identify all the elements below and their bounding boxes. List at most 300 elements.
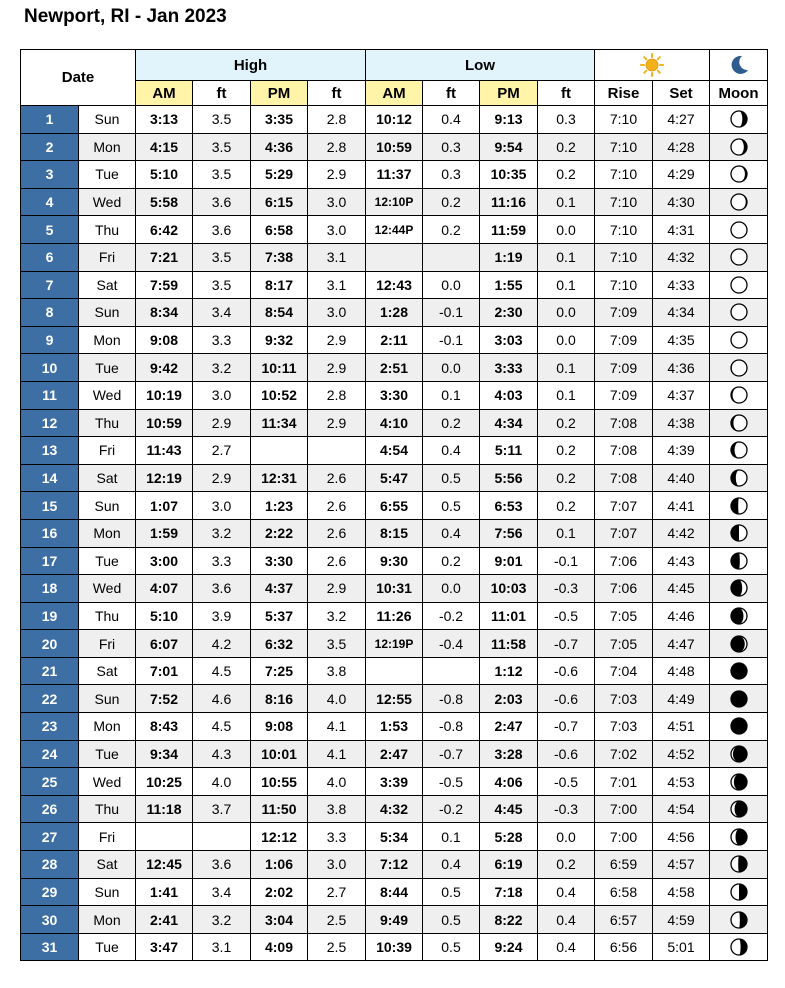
low-pm-time: 8:22 (480, 906, 538, 934)
high-am-height: 4.5 (193, 713, 251, 741)
day-number: 7 (21, 271, 79, 299)
weekday: Sun (79, 878, 136, 906)
high-am-time: 6:07 (136, 630, 193, 658)
high-am-time: 5:10 (136, 602, 193, 630)
low-pm-height: 0.2 (538, 161, 595, 189)
day-number: 11 (21, 381, 79, 409)
low-am-height: 0.5 (423, 492, 480, 520)
high-pm-time: 2:02 (251, 878, 308, 906)
low-pm-time: 6:19 (480, 851, 538, 879)
sunset-time: 4:41 (653, 492, 710, 520)
low-header: Low (366, 50, 595, 81)
moon-phase-icon (729, 578, 749, 598)
high-am-height: 3.3 (193, 326, 251, 354)
moon-phase-icon (729, 137, 749, 157)
low-pm-time: 11:01 (480, 602, 538, 630)
high-am-height: 3.6 (193, 575, 251, 603)
table-row (21, 409, 768, 437)
sunset-time: 5:01 (653, 933, 710, 961)
low-am-height: 0.5 (423, 878, 480, 906)
day-number: 8 (21, 299, 79, 327)
high-am-time: 1:59 (136, 519, 193, 547)
high-am-time: 3:13 (136, 106, 193, 134)
sun-icon (639, 52, 665, 78)
moon-phase-icon (729, 330, 749, 350)
high-pm-height: 3.8 (308, 795, 366, 823)
high-am-height: 3.0 (193, 381, 251, 409)
day-number: 22 (21, 685, 79, 713)
weekday: Fri (79, 437, 136, 465)
high-am-time: 1:41 (136, 878, 193, 906)
high-am-height: 3.5 (193, 106, 251, 134)
high-am-height: 2.9 (193, 464, 251, 492)
weekday: Sun (79, 492, 136, 520)
high-am-height: 3.5 (193, 133, 251, 161)
sunset-time: 4:40 (653, 464, 710, 492)
high-am-height: 4.5 (193, 657, 251, 685)
high-pm-time: 10:01 (251, 740, 308, 768)
sunrise-time: 7:04 (595, 657, 653, 685)
moon-phase-icon (729, 413, 749, 433)
high-am-height: 4.0 (193, 768, 251, 796)
high-pm-ft-header: ft (308, 81, 366, 106)
weekday: Thu (79, 602, 136, 630)
sunset-time: 4:43 (653, 547, 710, 575)
low-pm-height: 0.0 (538, 299, 595, 327)
low-am-time: 8:15 (366, 519, 423, 547)
sunset-time: 4:53 (653, 768, 710, 796)
high-pm-height: 2.9 (308, 575, 366, 603)
high-pm-height: 3.0 (308, 216, 366, 244)
sunset-time: 4:37 (653, 381, 710, 409)
low-am-time: 12:43 (366, 271, 423, 299)
moon-phase (710, 713, 768, 741)
weekday: Fri (79, 823, 136, 851)
low-am-time: 2:47 (366, 740, 423, 768)
low-am-height: -0.2 (423, 602, 480, 630)
low-am-height (423, 243, 480, 271)
high-pm-height: 2.8 (308, 106, 366, 134)
high-pm-time: 6:32 (251, 630, 308, 658)
weekday: Wed (79, 188, 136, 216)
high-pm-height: 3.2 (308, 602, 366, 630)
sunrise-time: 7:09 (595, 326, 653, 354)
sunrise-time: 7:05 (595, 630, 653, 658)
day-number: 17 (21, 547, 79, 575)
high-pm-time: 5:37 (251, 602, 308, 630)
low-pm-time: 6:53 (480, 492, 538, 520)
sunrise-time: 7:00 (595, 795, 653, 823)
sunrise-time: 7:01 (595, 768, 653, 796)
high-pm-height: 2.6 (308, 519, 366, 547)
low-pm-time: 7:56 (480, 519, 538, 547)
high-am-time: 8:43 (136, 713, 193, 741)
low-pm-height: -0.3 (538, 795, 595, 823)
low-am-time (366, 243, 423, 271)
low-am-height: 0.2 (423, 188, 480, 216)
day-number: 12 (21, 409, 79, 437)
sunrise-time: 7:08 (595, 437, 653, 465)
weekday: Thu (79, 216, 136, 244)
sunrise-time: 7:07 (595, 492, 653, 520)
moon-phase (710, 464, 768, 492)
high-am-time: 7:52 (136, 685, 193, 713)
sunrise-time: 7:05 (595, 602, 653, 630)
high-am-header: AM (136, 81, 193, 106)
sunset-time: 4:35 (653, 326, 710, 354)
moon-phase (710, 878, 768, 906)
day-number: 30 (21, 906, 79, 934)
weekday: Mon (79, 133, 136, 161)
moon-phase (710, 575, 768, 603)
low-am-height: 0.3 (423, 133, 480, 161)
low-am-time: 4:54 (366, 437, 423, 465)
high-am-height: 2.7 (193, 437, 251, 465)
low-pm-height: 0.4 (538, 906, 595, 934)
moon-phase (710, 519, 768, 547)
sunset-time: 4:45 (653, 575, 710, 603)
low-am-height: 0.1 (423, 823, 480, 851)
low-am-time: 2:11 (366, 326, 423, 354)
weekday: Thu (79, 409, 136, 437)
high-pm-height: 2.9 (308, 409, 366, 437)
high-am-time: 6:42 (136, 216, 193, 244)
high-pm-height: 2.5 (308, 906, 366, 934)
table-row (21, 216, 768, 244)
low-am-height: 0.5 (423, 933, 480, 961)
low-am-time: 5:34 (366, 823, 423, 851)
sunrise-time: 7:08 (595, 464, 653, 492)
low-pm-height: 0.4 (538, 933, 595, 961)
low-am-time: 6:55 (366, 492, 423, 520)
high-pm-height: 2.8 (308, 133, 366, 161)
high-am-height: 3.5 (193, 271, 251, 299)
weekday: Thu (79, 795, 136, 823)
moon-phase (710, 823, 768, 851)
low-pm-height: 0.0 (538, 216, 595, 244)
high-pm-height (308, 437, 366, 465)
low-pm-height: -0.6 (538, 685, 595, 713)
sunset-time: 4:56 (653, 823, 710, 851)
sunset-time: 4:33 (653, 271, 710, 299)
day-number: 2 (21, 133, 79, 161)
date-header: Date (21, 50, 136, 106)
high-header: High (136, 50, 366, 81)
day-number: 13 (21, 437, 79, 465)
low-pm-time: 1:55 (480, 271, 538, 299)
high-am-ft-header: ft (193, 81, 251, 106)
sunrise-time: 7:03 (595, 713, 653, 741)
high-pm-time: 5:29 (251, 161, 308, 189)
day-number: 29 (21, 878, 79, 906)
low-am-height: 0.5 (423, 464, 480, 492)
table-row (21, 354, 768, 382)
weekday: Mon (79, 326, 136, 354)
high-pm-time: 1:06 (251, 851, 308, 879)
low-pm-height: -0.7 (538, 713, 595, 741)
moon-phase-icon (729, 358, 749, 378)
moon-header (710, 50, 768, 81)
moon-phase (710, 768, 768, 796)
sunrise-time: 7:00 (595, 823, 653, 851)
moon-phase (710, 106, 768, 134)
table-row (21, 243, 768, 271)
high-am-time: 9:34 (136, 740, 193, 768)
moon-phase (710, 547, 768, 575)
sunrise-time: 7:03 (595, 685, 653, 713)
high-am-time: 9:08 (136, 326, 193, 354)
high-am-time: 8:34 (136, 299, 193, 327)
sunrise-time: 7:10 (595, 188, 653, 216)
weekday: Mon (79, 713, 136, 741)
moon-phase (710, 326, 768, 354)
low-pm-height: 0.4 (538, 878, 595, 906)
low-am-time: 3:30 (366, 381, 423, 409)
high-am-height: 3.6 (193, 216, 251, 244)
sunrise-time: 6:56 (595, 933, 653, 961)
sunrise-time: 7:10 (595, 243, 653, 271)
sunrise-time: 7:10 (595, 106, 653, 134)
low-am-time: 11:37 (366, 161, 423, 189)
low-pm-time: 5:56 (480, 464, 538, 492)
low-pm-time: 2:47 (480, 713, 538, 741)
high-pm-time: 1:23 (251, 492, 308, 520)
low-am-height: -0.8 (423, 713, 480, 741)
high-pm-time: 6:15 (251, 188, 308, 216)
high-am-height: 3.1 (193, 933, 251, 961)
table-row (21, 519, 768, 547)
low-pm-height: 0.0 (538, 823, 595, 851)
sunset-time: 4:38 (653, 409, 710, 437)
high-am-height: 3.9 (193, 602, 251, 630)
high-pm-time: 4:09 (251, 933, 308, 961)
low-pm-height: -0.7 (538, 630, 595, 658)
low-am-height: 0.4 (423, 519, 480, 547)
low-am-time: 9:30 (366, 547, 423, 575)
low-am-height: 0.2 (423, 216, 480, 244)
low-am-time: 12:44P (366, 216, 423, 244)
low-am-ft-header: ft (423, 81, 480, 106)
high-pm-time: 10:11 (251, 354, 308, 382)
high-pm-time: 3:04 (251, 906, 308, 934)
low-am-time: 1:53 (366, 713, 423, 741)
low-pm-time: 11:16 (480, 188, 538, 216)
moon-phase (710, 271, 768, 299)
low-pm-height: 0.1 (538, 354, 595, 382)
low-am-time: 8:44 (366, 878, 423, 906)
day-number: 26 (21, 795, 79, 823)
sunset-time: 4:31 (653, 216, 710, 244)
high-am-time: 2:41 (136, 906, 193, 934)
moon-phase-icon (729, 634, 749, 654)
moon-phase (710, 630, 768, 658)
moon-phase (710, 602, 768, 630)
table-row (21, 933, 768, 961)
moon-phase-icon (729, 551, 749, 571)
sunset-time: 4:54 (653, 795, 710, 823)
low-am-height: -0.5 (423, 768, 480, 796)
low-am-height: 0.2 (423, 409, 480, 437)
weekday: Sat (79, 657, 136, 685)
table-row (21, 878, 768, 906)
table-row (21, 326, 768, 354)
high-am-height: 2.9 (193, 409, 251, 437)
low-pm-time: 9:13 (480, 106, 538, 134)
weekday: Wed (79, 381, 136, 409)
high-am-height: 4.6 (193, 685, 251, 713)
low-am-time: 10:59 (366, 133, 423, 161)
low-am-time: 9:49 (366, 906, 423, 934)
high-am-time: 3:00 (136, 547, 193, 575)
low-am-time: 3:39 (366, 768, 423, 796)
sunset-time: 4:48 (653, 657, 710, 685)
moon-phase (710, 795, 768, 823)
high-pm-height: 2.6 (308, 492, 366, 520)
low-pm-height: -0.5 (538, 768, 595, 796)
day-number: 31 (21, 933, 79, 961)
low-am-height (423, 657, 480, 685)
high-am-height: 3.5 (193, 161, 251, 189)
high-pm-time: 2:22 (251, 519, 308, 547)
low-am-height: 0.1 (423, 381, 480, 409)
moon-phase (710, 437, 768, 465)
table-row (21, 795, 768, 823)
high-am-height: 3.2 (193, 519, 251, 547)
moon-phase (710, 299, 768, 327)
low-am-height: 0.4 (423, 851, 480, 879)
high-pm-time: 8:17 (251, 271, 308, 299)
sunrise-time: 7:10 (595, 271, 653, 299)
moon-phase-icon (729, 192, 749, 212)
low-am-height: 0.0 (423, 354, 480, 382)
weekday: Tue (79, 354, 136, 382)
moon-phase-icon (729, 385, 749, 405)
low-pm-height: -0.5 (538, 602, 595, 630)
high-am-time: 12:45 (136, 851, 193, 879)
low-pm-height: 0.1 (538, 519, 595, 547)
low-pm-time: 1:19 (480, 243, 538, 271)
low-pm-time: 4:06 (480, 768, 538, 796)
low-pm-time: 4:34 (480, 409, 538, 437)
sunset-time: 4:30 (653, 188, 710, 216)
high-am-height: 3.0 (193, 492, 251, 520)
low-pm-height: 0.2 (538, 464, 595, 492)
table-row (21, 713, 768, 741)
high-pm-height: 3.0 (308, 188, 366, 216)
low-am-time: 10:12 (366, 106, 423, 134)
sunrise-time: 7:09 (595, 354, 653, 382)
sunset-time: 4:27 (653, 106, 710, 134)
high-am-time: 5:58 (136, 188, 193, 216)
low-pm-time: 3:28 (480, 740, 538, 768)
high-am-time: 11:18 (136, 795, 193, 823)
sunset-time: 4:36 (653, 354, 710, 382)
sunrise-time: 6:58 (595, 878, 653, 906)
moon-phase-icon (729, 772, 749, 792)
moon-phase (710, 216, 768, 244)
high-pm-time: 3:35 (251, 106, 308, 134)
table-row (21, 602, 768, 630)
high-pm-height: 2.8 (308, 381, 366, 409)
low-am-time: 10:31 (366, 575, 423, 603)
high-pm-height: 2.5 (308, 933, 366, 961)
high-am-time: 3:47 (136, 933, 193, 961)
low-am-height: 0.5 (423, 906, 480, 934)
moon-phase-icon (729, 275, 749, 295)
low-am-time: 12:55 (366, 685, 423, 713)
moon-phase (710, 906, 768, 934)
moon-phase-icon (729, 247, 749, 267)
low-pm-height: -0.6 (538, 740, 595, 768)
high-pm-height: 4.1 (308, 713, 366, 741)
weekday: Mon (79, 906, 136, 934)
high-am-height: 3.5 (193, 243, 251, 271)
high-pm-time: 9:08 (251, 713, 308, 741)
low-am-time: 12:19P (366, 630, 423, 658)
table-row (21, 575, 768, 603)
sunset-time: 4:46 (653, 602, 710, 630)
moon-phase-icon (729, 910, 749, 930)
high-am-time: 11:43 (136, 437, 193, 465)
weekday: Wed (79, 768, 136, 796)
weekday: Sat (79, 271, 136, 299)
weekday: Wed (79, 575, 136, 603)
high-pm-time: 11:34 (251, 409, 308, 437)
table-row (21, 492, 768, 520)
low-pm-height: 0.1 (538, 381, 595, 409)
moon-phase-icon (729, 827, 749, 847)
low-am-time: 7:12 (366, 851, 423, 879)
low-am-height: -0.4 (423, 630, 480, 658)
low-am-time: 2:51 (366, 354, 423, 382)
table-row (21, 381, 768, 409)
table-row (21, 630, 768, 658)
high-am-height: 3.6 (193, 851, 251, 879)
table-row (21, 464, 768, 492)
low-pm-time: 10:03 (480, 575, 538, 603)
weekday: Sun (79, 299, 136, 327)
high-pm-time: 10:52 (251, 381, 308, 409)
high-pm-height: 2.9 (308, 161, 366, 189)
day-number: 10 (21, 354, 79, 382)
moon-phase (710, 740, 768, 768)
low-pm-time: 11:58 (480, 630, 538, 658)
sunset-header: Set (653, 81, 710, 106)
low-pm-ft-header: ft (538, 81, 595, 106)
high-pm-height: 4.0 (308, 685, 366, 713)
sunrise-time: 7:09 (595, 299, 653, 327)
high-am-height: 3.6 (193, 188, 251, 216)
weekday: Sun (79, 106, 136, 134)
high-pm-height: 2.7 (308, 878, 366, 906)
low-am-header: AM (366, 81, 423, 106)
day-number: 5 (21, 216, 79, 244)
day-number: 6 (21, 243, 79, 271)
sunset-time: 4:59 (653, 906, 710, 934)
day-number: 3 (21, 161, 79, 189)
high-pm-height: 3.3 (308, 823, 366, 851)
table-row (21, 133, 768, 161)
low-pm-height: 0.1 (538, 243, 595, 271)
table-row (21, 823, 768, 851)
table-row (21, 299, 768, 327)
high-am-time: 4:07 (136, 575, 193, 603)
high-pm-height: 2.6 (308, 464, 366, 492)
sunset-time: 4:58 (653, 878, 710, 906)
high-pm-header: PM (251, 81, 308, 106)
low-pm-time: 5:11 (480, 437, 538, 465)
low-pm-height: 0.2 (538, 492, 595, 520)
